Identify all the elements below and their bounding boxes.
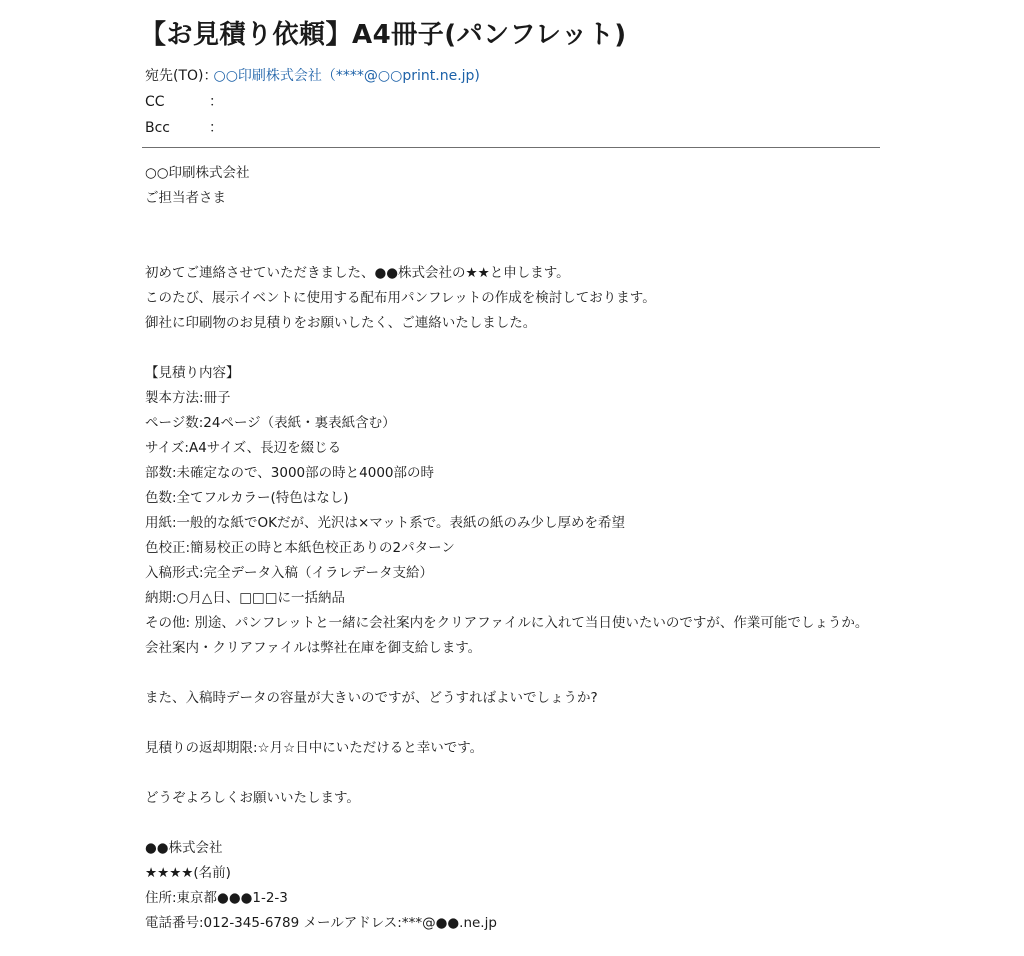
blank-line bbox=[145, 236, 868, 261]
cc-label: CC bbox=[145, 94, 165, 110]
body-line: 色校正:簡易校正の時と本紙色校正ありの2パターン bbox=[145, 540, 455, 556]
body-line: その他: 別途、パンフレットと一緒に会社案内をクリアファイルに入れて当日使いたいのですが、作業可能でしょうか。 bbox=[145, 615, 869, 631]
body-line: 初めてご連絡させていただきました、●●株式会社の★★と申します。 bbox=[145, 265, 570, 281]
body-line: 納期:○月△日、□□□に一括納品 bbox=[145, 590, 345, 606]
body-line: ○○印刷株式会社 bbox=[145, 165, 250, 181]
email-headers bbox=[145, 63, 480, 141]
cc-colon: ： bbox=[209, 94, 223, 110]
to-colon: ： bbox=[203, 68, 218, 84]
blank-line bbox=[145, 661, 868, 686]
email-body bbox=[145, 161, 868, 936]
body-line: ご担当者さま bbox=[145, 190, 226, 206]
bcc-row bbox=[145, 115, 480, 141]
cc-row bbox=[145, 89, 480, 115]
blank-line bbox=[145, 336, 868, 361]
header-divider bbox=[142, 147, 880, 148]
to-label: 宛先(TO) bbox=[145, 68, 204, 84]
body-line: サイズ:A4サイズ、長辺を綴じる bbox=[145, 440, 342, 456]
body-line: 御社に印刷物のお見積りをお願いしたく、ご連絡いたしました。 bbox=[145, 315, 537, 331]
body-line: また、入稿時データの容量が大きいのですが、どうすればよいでしょうか? bbox=[145, 690, 598, 706]
body-line: ●●株式会社 bbox=[145, 840, 223, 856]
blank-line bbox=[145, 761, 868, 786]
body-line: 住所:東京都●●●1-2-3 bbox=[145, 890, 288, 906]
body-line: どうぞよろしくお願いいたします。 bbox=[145, 790, 360, 806]
body-line: ページ数:24ページ（表紙・裏表紙含む） bbox=[145, 415, 396, 431]
body-line: ★★★★(名前) bbox=[145, 865, 231, 881]
body-line: 【見積り内容】 bbox=[145, 365, 240, 381]
to-address-link[interactable]: ○○印刷株式会社（****@○○print.ne.jp) bbox=[213, 68, 480, 84]
body-line: 見積りの返却期限:☆月☆日中にいただけると幸いです。 bbox=[145, 740, 484, 756]
body-line: 会社案内・クリアファイルは弊社在庫を御支給します。 bbox=[145, 640, 482, 656]
bcc-label: Bcc bbox=[145, 120, 170, 136]
bcc-colon: ： bbox=[209, 120, 223, 136]
email-subject: 【お見積り依頼】A4冊子(パンフレット) bbox=[140, 20, 627, 50]
body-line: このたび、展示イベントに使用する配布用パンフレットの作成を検討しております。 bbox=[145, 290, 656, 306]
blank-line bbox=[145, 211, 868, 236]
blank-line bbox=[145, 811, 868, 836]
blank-line bbox=[145, 711, 868, 736]
body-line: 入稿形式:完全データ入稿（イラレデータ支給） bbox=[145, 565, 434, 581]
body-line: 電話番号:012-345-6789 メールアドレス:***@●●.ne.jp bbox=[145, 915, 497, 931]
body-line: 用紙:一般的な紙でOKだが、光沢は×マット系で。表紙の紙のみ少し厚めを希望 bbox=[145, 515, 626, 531]
body-line: 色数:全てフルカラー(特色はなし) bbox=[145, 490, 349, 506]
body-line: 製本方法:冊子 bbox=[145, 390, 231, 406]
body-line: 部数:未確定なので、3000部の時と4000部の時 bbox=[145, 465, 434, 481]
to-row bbox=[145, 63, 480, 89]
